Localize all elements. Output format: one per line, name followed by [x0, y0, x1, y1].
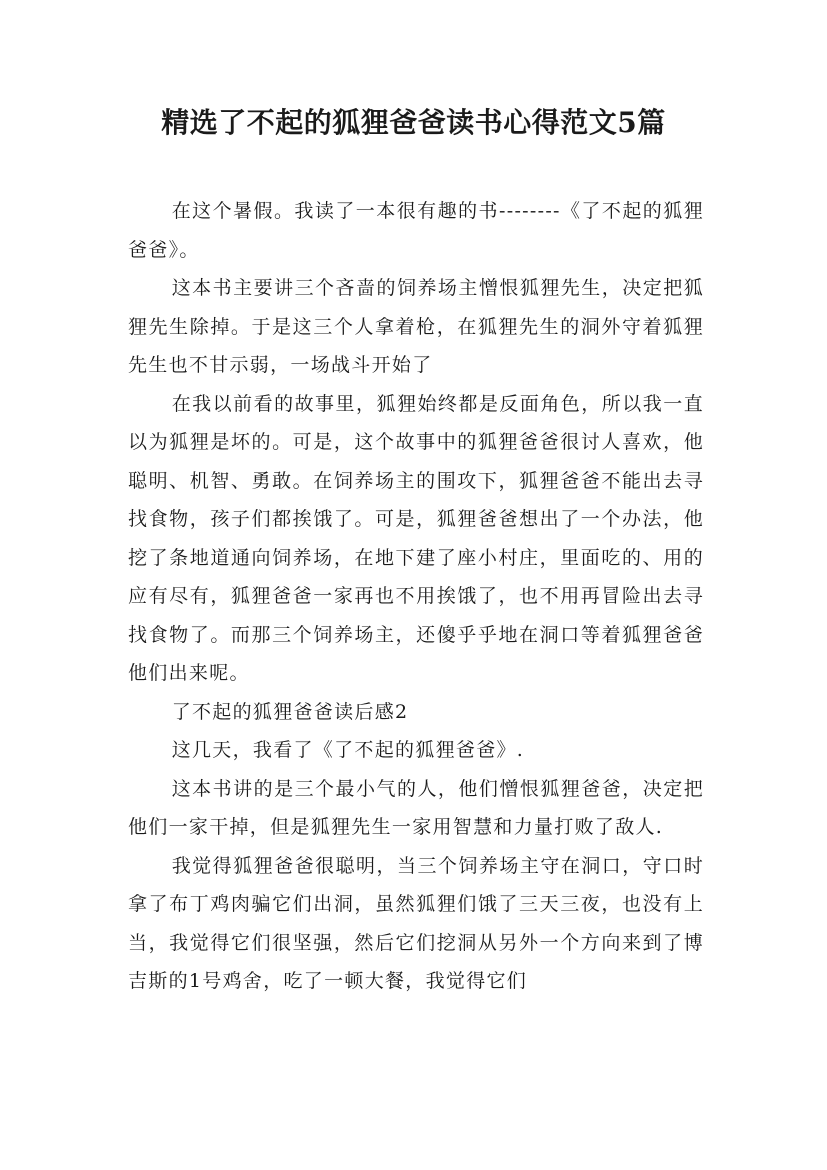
section-heading: 了不起的狐狸爸爸读后感2 — [171, 700, 409, 723]
document-body — [128, 192, 704, 1001]
document-title: 精选了不起的狐狸爸爸读书心得范文5篇 — [161, 106, 666, 139]
paragraph: 这几天，我看了《了不起的狐狸爸爸》. — [171, 739, 525, 761]
paragraph: 这本书主要讲三个吝啬的饲养场主憎恨狐狸先生，决定把狐狸先生除掉。于是这三个人拿着枪，在狐狸先生的洞外守着狐狸先生也不甘示弱，一场战斗开始了 — [128, 277, 704, 376]
paragraph: 在这个暑假。我读了一本很有趣的书--------《了不起的狐狸爸爸》。 — [128, 200, 704, 261]
paragraph: 在我以前看的故事里，狐狸始终都是反面角色，所以我一直以为狐狸是坏的。可是，这个故事中的狐狸爸爸很讨人喜欢，他聪明、机智、勇敢。在饲养场主的围攻下，狐狸爸爸不能出去寻找食物，孩子们都挨饿了。可是，狐狸爸爸想出了一个办法，他挖了条地道通向饲养场，在地下建了座小村庄，里面吃的、用的应有尽有，狐狸爸爸一家再也不用挨饿了，也不用再冒险出去寻找食物了。而那三个饲养场主，还傻乎乎地在洞口等着狐狸爸爸他们出来呢。 — [128, 392, 704, 684]
paragraph: 这本书讲的是三个最小气的人，他们憎恨狐狸爸爸，决定把他们一家干掉，但是狐狸先生一家用智慧和力量打败了敌人. — [128, 777, 704, 838]
paragraph: 我觉得狐狸爸爸很聪明，当三个饲养场主守在洞口，守口时拿了布丁鸡肉骗它们出洞，虽然狐狸们饿了三天三夜，也没有上当，我觉得它们很坚强，然后它们挖洞从另外一个方向来到了博吉斯的1号鸡舍，吃了一顿大餐，我觉得它们 — [128, 854, 704, 992]
